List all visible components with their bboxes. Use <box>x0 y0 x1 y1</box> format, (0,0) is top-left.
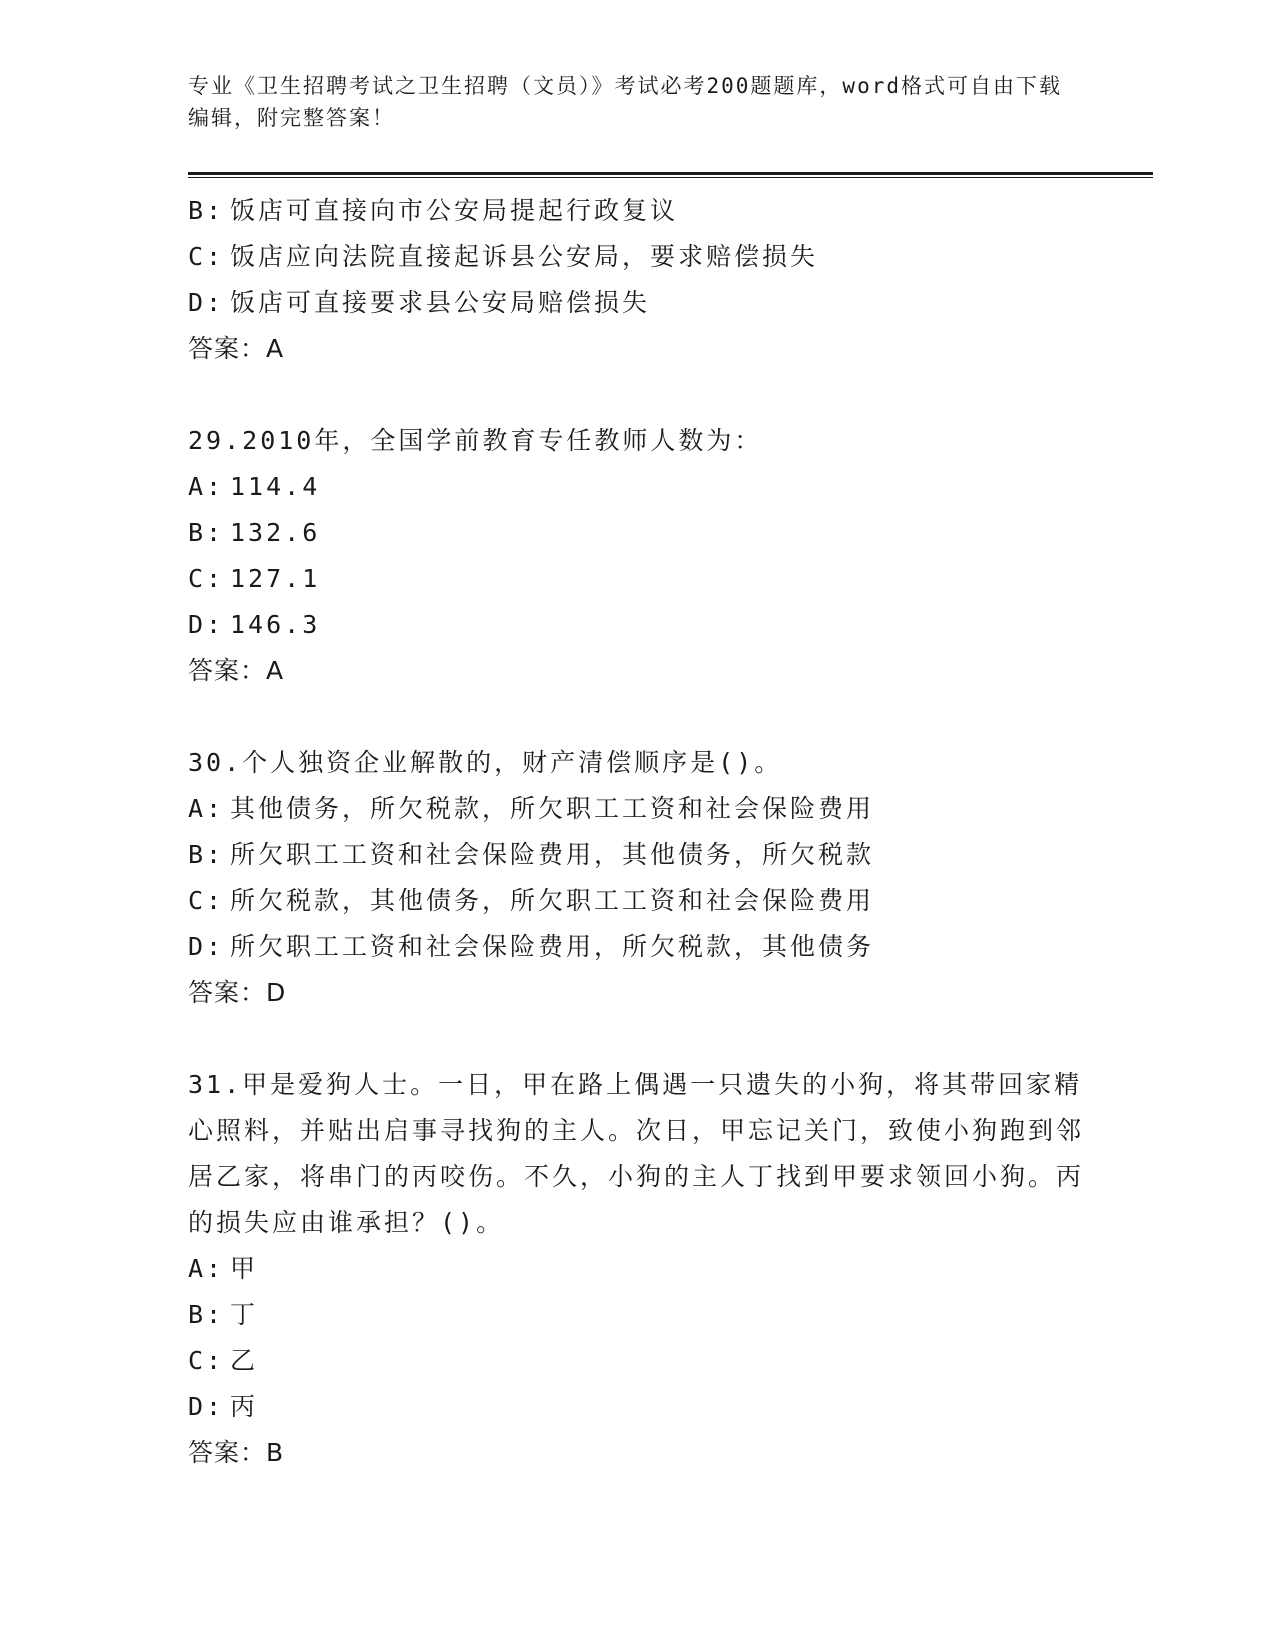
question-stem: 29.2010年，全国学前教育专任教师人数为： <box>188 426 763 455</box>
option-c <box>188 234 1148 280</box>
question-partial <box>188 188 1148 372</box>
option-a <box>188 464 1148 510</box>
option-text: 127.1 <box>230 564 321 593</box>
option-b <box>188 832 1148 878</box>
option-label: D: <box>188 288 225 317</box>
option-label: B: <box>188 196 225 225</box>
option-label: C: <box>188 1346 225 1375</box>
option-text: 所欠税款，其他债务，所欠职工工资和社会保险费用 <box>230 886 875 915</box>
page-body <box>188 70 1148 1476</box>
option-d <box>188 1384 1148 1430</box>
option-label: A: <box>188 794 225 823</box>
option-label: B: <box>188 840 225 869</box>
option-text: 乙 <box>230 1346 259 1375</box>
document-header: 专业《卫生招聘考试之卫生招聘（文员）》考试必考200题题库，word格式可自由下载编辑，附完整答案！ <box>188 74 1062 130</box>
option-label: C: <box>188 242 225 271</box>
option-label: B: <box>188 518 225 547</box>
spacer <box>188 1016 1148 1062</box>
option-b <box>188 1292 1148 1338</box>
option-label: D: <box>188 932 225 961</box>
option-label: A: <box>188 1254 225 1283</box>
question-30 <box>188 740 1148 1016</box>
option-text: 所欠职工工资和社会保险费用，其他债务，所欠税款 <box>230 840 875 869</box>
option-c <box>188 878 1148 924</box>
option-text: 饭店应向法院直接起诉县公安局，要求赔偿损失 <box>230 242 819 271</box>
option-label: C: <box>188 886 225 915</box>
option-text: 132.6 <box>230 518 321 547</box>
option-text: 所欠职工工资和社会保险费用，所欠税款，其他债务 <box>230 932 875 961</box>
header-divider <box>188 172 1153 178</box>
option-label: B: <box>188 1300 225 1329</box>
option-c <box>188 556 1148 602</box>
option-d <box>188 602 1148 648</box>
option-text: 甲 <box>230 1254 259 1283</box>
question-stem: 30.个人独资企业解散的，财产清偿顺序是()。 <box>188 748 783 777</box>
option-label: D: <box>188 1392 225 1421</box>
option-a <box>188 786 1148 832</box>
answer-line: 答案：A <box>188 334 285 363</box>
question-31 <box>188 1062 1148 1476</box>
answer-line: 答案：B <box>188 1438 285 1467</box>
option-text: 饭店可直接要求县公安局赔偿损失 <box>230 288 651 317</box>
option-d <box>188 924 1148 970</box>
spacer <box>188 372 1148 418</box>
question-stem: 31.甲是爱狗人士。一日，甲在路上偶遇一只遗失的小狗，将其带回家精心照料，并贴出启事寻找狗的主人。次日，甲忘记关门，致使小狗跑到邻居乙家，将串门的丙咬伤。不久，小狗的主人丁找到甲要求领回小狗。丙的损失应由谁承担？()。 <box>188 1070 1085 1237</box>
option-d <box>188 280 1148 326</box>
option-b <box>188 188 1148 234</box>
question-29 <box>188 418 1148 694</box>
option-text: 丁 <box>230 1300 259 1329</box>
option-c <box>188 1338 1148 1384</box>
question-list <box>188 188 1148 1476</box>
option-text: 饭店可直接向市公安局提起行政复议 <box>230 196 679 225</box>
option-b <box>188 510 1148 556</box>
answer-line: 答案：A <box>188 656 285 685</box>
option-text: 146.3 <box>230 610 321 639</box>
option-text: 丙 <box>230 1392 259 1421</box>
option-text: 其他债务，所欠税款，所欠职工工资和社会保险费用 <box>230 794 875 823</box>
option-label: D: <box>188 610 225 639</box>
option-label: A: <box>188 472 225 501</box>
option-a <box>188 1246 1148 1292</box>
answer-line: 答案：D <box>188 978 287 1007</box>
spacer <box>188 694 1148 740</box>
option-text: 114.4 <box>230 472 321 501</box>
option-label: C: <box>188 564 225 593</box>
